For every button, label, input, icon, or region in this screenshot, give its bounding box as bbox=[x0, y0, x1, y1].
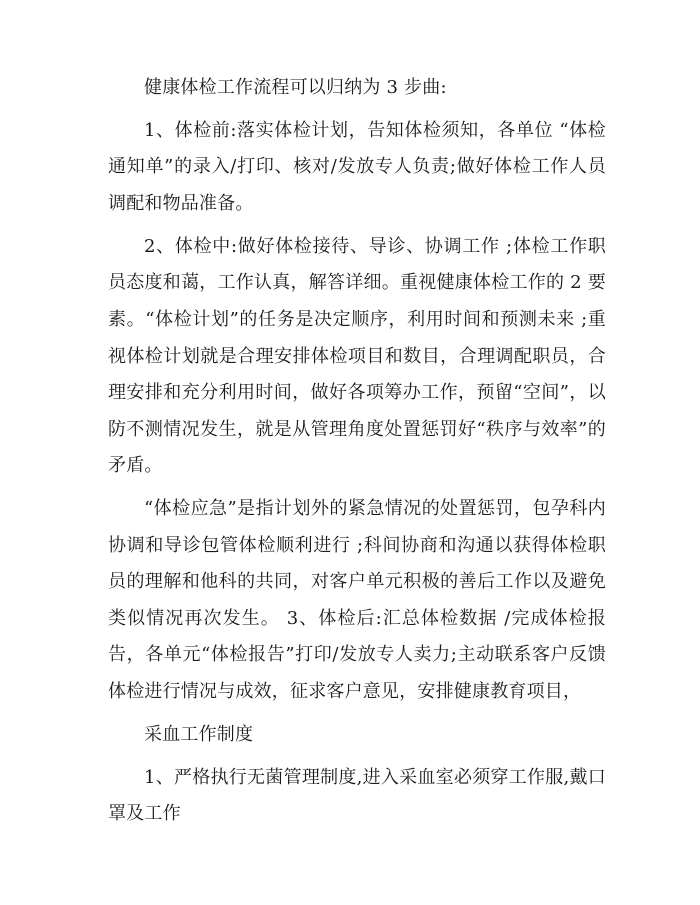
paragraph-during-exam: 2、体检中:做好体检接待、导诊、协调工作 ;体检工作职员态度和蔼，工作认真，解答详细。重视健康体检工作的 2 要素。“体检计划”的任务是决定顺序，利用时间和预测未来 ;重视体检计划就是合理安排体检项目和数目，合理调配职员，合理安排和充分利用时间，做好各项筹办工作，预留“空间”，以防不测情况发生，就是从管理角度处置惩罚好“秩序与效率”的矛盾。 bbox=[108, 235, 606, 477]
document-body bbox=[108, 70, 606, 839]
paragraph-before-exam: 1、体检前:落实体检计划，告知体检须知，各单位 “体检通知单”的录入/打印、核对/发放专人负责;做好体检工作人员调配和物品准备。 bbox=[108, 119, 606, 214]
paragraph-emergency-and-after-exam: “体检应急”是指计划外的紧急情况的处置惩罚，包孕科内协调和导诊包管体检顺利进行 ;科间协商和沟通以获得体检职员的理解和他科的共同，对客户单元积极的善后工作以及避免类似情况再次发生。 3、体检后:汇总体检数据 /完成体检报告，各单元“体检报告”打印/发放专人卖力;主动联系客户反馈体检进行情况与成效，征求客户意见，安排健康教育项目， bbox=[108, 498, 606, 703]
section-heading-blood-collection: 采血工作制度 bbox=[144, 723, 254, 745]
paragraph-intro: 健康体检工作流程可以归纳为 3 步曲: bbox=[144, 77, 447, 98]
paragraph-blood-collection-rule-1: 1、严格执行无菌管理制度,进入采血室必须穿工作服,戴口罩及工作 bbox=[108, 766, 606, 825]
